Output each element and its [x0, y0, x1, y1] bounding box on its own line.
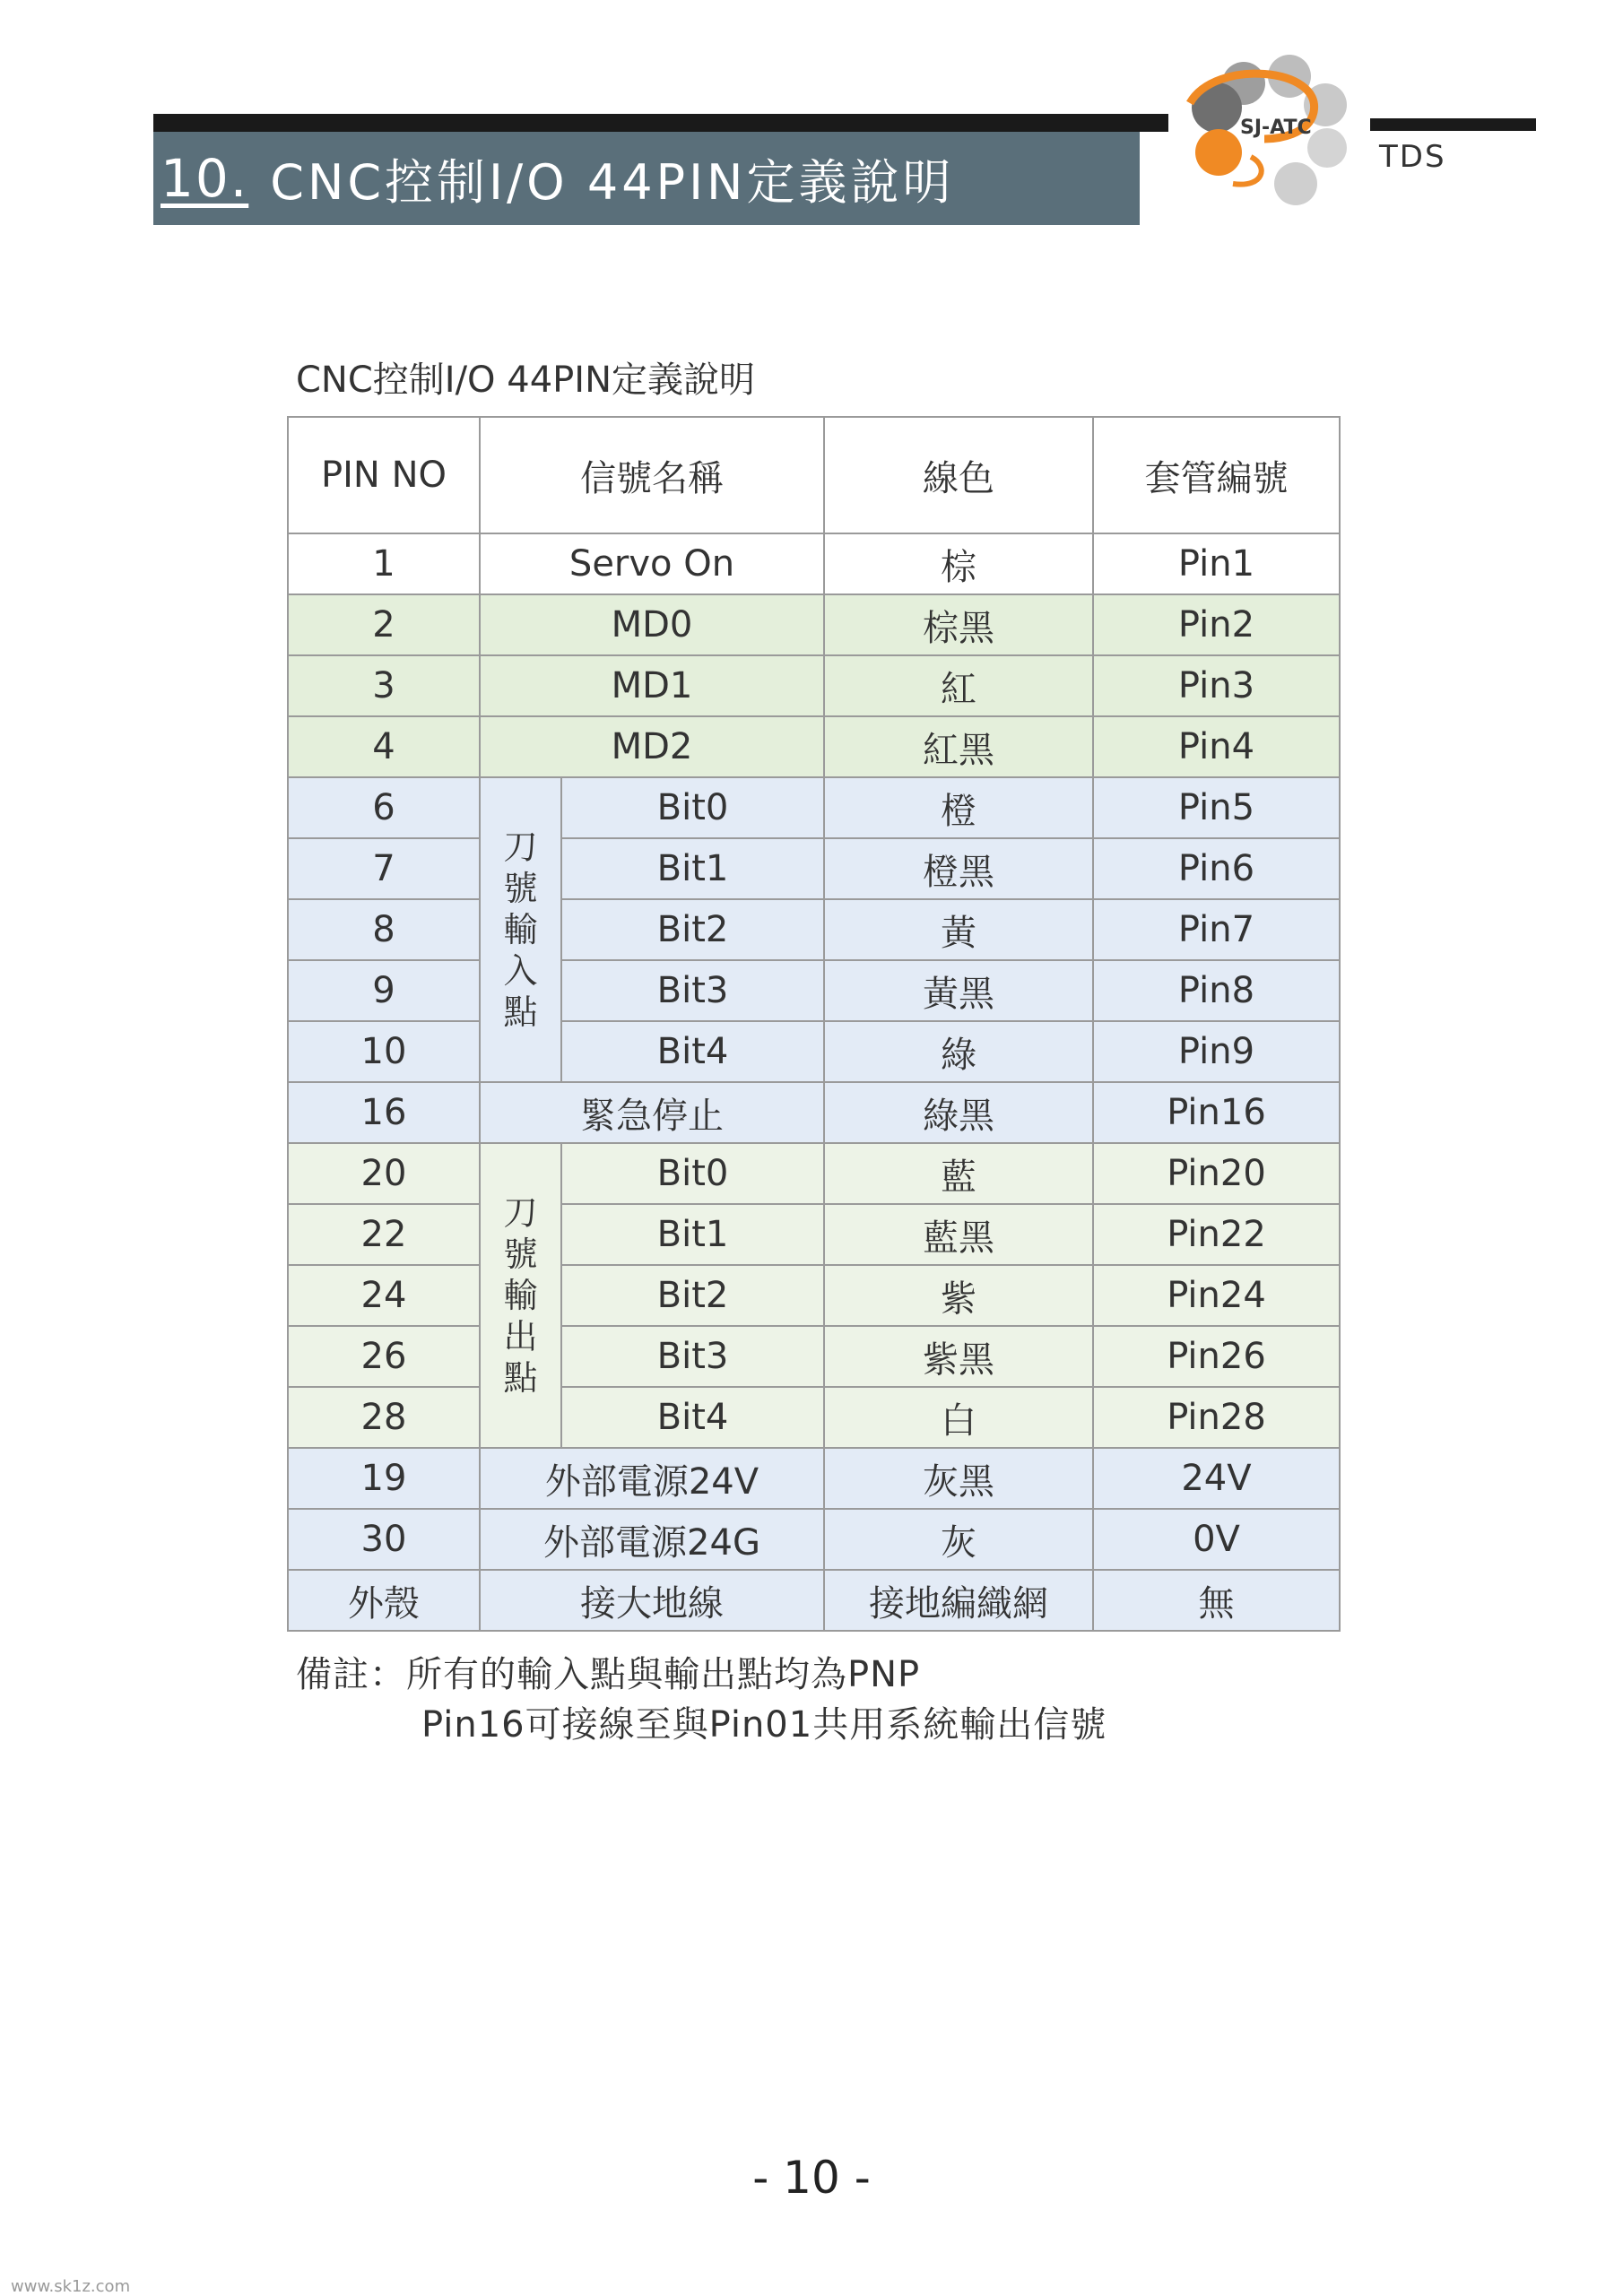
group-label-char: 入 — [503, 951, 538, 991]
group-label-char: 輸 — [503, 1276, 538, 1315]
logo-dot — [1274, 162, 1317, 205]
wire-color-cell: 棕黑 — [824, 594, 1093, 655]
signal-cell: Servo On — [480, 533, 824, 594]
wire-color-cell: 棕 — [824, 533, 1093, 594]
group-label-char: 出 — [503, 1317, 538, 1356]
note-line-1: 備註：所有的輸入點與輸出點均為PNP — [296, 1654, 921, 1695]
wire-color-cell: 橙黑 — [824, 838, 1093, 899]
wire-color-cell: 紅 — [824, 655, 1093, 716]
table-header-row — [288, 417, 1340, 533]
wire-color-cell: 灰黑 — [824, 1448, 1093, 1509]
logo-dot — [1195, 129, 1242, 176]
sleeve-cell: Pin3 — [1093, 655, 1340, 716]
pin-cell: 2 — [288, 594, 480, 655]
sleeve-cell: Pin28 — [1093, 1387, 1340, 1448]
wire-color-cell: 紫 — [824, 1265, 1093, 1326]
input-group-label — [480, 777, 561, 1082]
signal-cell: Bit1 — [561, 838, 824, 899]
header-rule-left — [153, 114, 1168, 132]
signal-cell: Bit3 — [561, 1326, 824, 1387]
signal-cell: Bit4 — [561, 1387, 824, 1448]
pin-cell: 外殼 — [288, 1570, 480, 1631]
section-title-band — [153, 132, 1140, 225]
column-header: PIN NO — [288, 417, 480, 533]
page-number: - 10 - — [752, 2152, 871, 2204]
signal-cell: Bit2 — [561, 899, 824, 960]
sleeve-cell: Pin7 — [1093, 899, 1340, 960]
table-row — [288, 1021, 1340, 1082]
sj-atc-logo — [1179, 49, 1358, 211]
table-row — [288, 838, 1340, 899]
wire-color-cell: 黃黑 — [824, 960, 1093, 1021]
column-header: 線色 — [824, 417, 1093, 533]
doc-code: TDS — [1379, 139, 1446, 175]
sleeve-cell: Pin22 — [1093, 1204, 1340, 1265]
pin-cell: 9 — [288, 960, 480, 1021]
table-row — [288, 533, 1340, 594]
group-label-char: 刀 — [503, 827, 538, 867]
wire-color-cell: 紅黑 — [824, 716, 1093, 777]
wire-color-cell: 藍 — [824, 1143, 1093, 1204]
note-line-2: Pin16可接線至與Pin01共用系統輸出信號 — [421, 1704, 1107, 1746]
wire-color-cell: 接地編織網 — [824, 1570, 1093, 1631]
column-header: 信號名稱 — [480, 417, 824, 533]
table-row — [288, 1326, 1340, 1387]
sleeve-cell: Pin20 — [1093, 1143, 1340, 1204]
pin-cell: 6 — [288, 777, 480, 838]
wire-color-cell: 白 — [824, 1387, 1093, 1448]
table-row — [288, 594, 1340, 655]
sleeve-cell: Pin4 — [1093, 716, 1340, 777]
group-label-char: 輸 — [503, 910, 538, 949]
group-label-char: 點 — [503, 992, 538, 1032]
table-row — [288, 1082, 1340, 1143]
table-row — [288, 777, 1340, 838]
pin-definition-table — [287, 416, 1341, 1632]
table-row — [288, 1265, 1340, 1326]
section-title: CNC控制I/O 44PIN定義說明 — [270, 153, 955, 211]
table-row — [288, 1143, 1340, 1204]
signal-cell: Bit0 — [561, 777, 824, 838]
header-rule-right — [1370, 118, 1536, 131]
table-row — [288, 1387, 1340, 1448]
signal-cell: Bit1 — [561, 1204, 824, 1265]
group-label-char: 號 — [503, 1235, 538, 1274]
wire-color-cell: 綠黑 — [824, 1082, 1093, 1143]
pin-cell: 8 — [288, 899, 480, 960]
pin-cell: 16 — [288, 1082, 480, 1143]
signal-cell: 接大地線 — [480, 1570, 824, 1631]
table-caption: CNC控制I/O 44PIN定義說明 — [296, 360, 755, 401]
pin-cell: 7 — [288, 838, 480, 899]
group-label-char: 號 — [503, 869, 538, 908]
sleeve-cell: 24V — [1093, 1448, 1340, 1509]
pin-cell: 28 — [288, 1387, 480, 1448]
table-row — [288, 1448, 1340, 1509]
sleeve-cell: Pin9 — [1093, 1021, 1340, 1082]
signal-cell: MD2 — [480, 716, 824, 777]
pin-cell: 30 — [288, 1509, 480, 1570]
sleeve-cell: Pin5 — [1093, 777, 1340, 838]
wire-color-cell: 綠 — [824, 1021, 1093, 1082]
table-row — [288, 960, 1340, 1021]
wire-color-cell: 橙 — [824, 777, 1093, 838]
signal-cell: 外部電源24G — [480, 1509, 824, 1570]
signal-cell: Bit3 — [561, 960, 824, 1021]
group-label-char: 刀 — [503, 1193, 538, 1233]
table-row — [288, 1204, 1340, 1265]
sleeve-cell: Pin6 — [1093, 838, 1340, 899]
sleeve-cell: Pin1 — [1093, 533, 1340, 594]
pin-cell: 10 — [288, 1021, 480, 1082]
wire-color-cell: 紫黑 — [824, 1326, 1093, 1387]
sleeve-cell: Pin16 — [1093, 1082, 1340, 1143]
output-group-label — [480, 1143, 561, 1448]
table-row — [288, 655, 1340, 716]
pin-cell: 3 — [288, 655, 480, 716]
section-number: 10. — [161, 148, 249, 209]
sleeve-cell: 0V — [1093, 1509, 1340, 1570]
group-label-char: 點 — [503, 1358, 538, 1398]
table-row — [288, 1570, 1340, 1631]
pin-cell: 22 — [288, 1204, 480, 1265]
pin-cell: 20 — [288, 1143, 480, 1204]
pin-cell: 1 — [288, 533, 480, 594]
pin-cell: 19 — [288, 1448, 480, 1509]
table-row — [288, 899, 1340, 960]
sleeve-cell: Pin8 — [1093, 960, 1340, 1021]
signal-cell: MD0 — [480, 594, 824, 655]
signal-cell: 緊急停止 — [480, 1082, 824, 1143]
logo-dot — [1307, 128, 1347, 168]
wire-color-cell: 灰 — [824, 1509, 1093, 1570]
pin-cell: 4 — [288, 716, 480, 777]
table-row — [288, 1509, 1340, 1570]
sleeve-cell: 無 — [1093, 1570, 1340, 1631]
table-row — [288, 716, 1340, 777]
signal-cell: 外部電源24V — [480, 1448, 824, 1509]
signal-cell: Bit2 — [561, 1265, 824, 1326]
column-header: 套管編號 — [1093, 417, 1340, 533]
signal-cell: MD1 — [480, 655, 824, 716]
logo-text: SJ-ATC — [1240, 117, 1312, 139]
signal-cell: Bit0 — [561, 1143, 824, 1204]
sleeve-cell: Pin26 — [1093, 1326, 1340, 1387]
sleeve-cell: Pin24 — [1093, 1265, 1340, 1326]
watermark: www.sk1z.com — [11, 2277, 131, 2296]
wire-color-cell: 黃 — [824, 899, 1093, 960]
pin-cell: 24 — [288, 1265, 480, 1326]
wire-color-cell: 藍黑 — [824, 1204, 1093, 1265]
sleeve-cell: Pin2 — [1093, 594, 1340, 655]
signal-cell: Bit4 — [561, 1021, 824, 1082]
pin-cell: 26 — [288, 1326, 480, 1387]
